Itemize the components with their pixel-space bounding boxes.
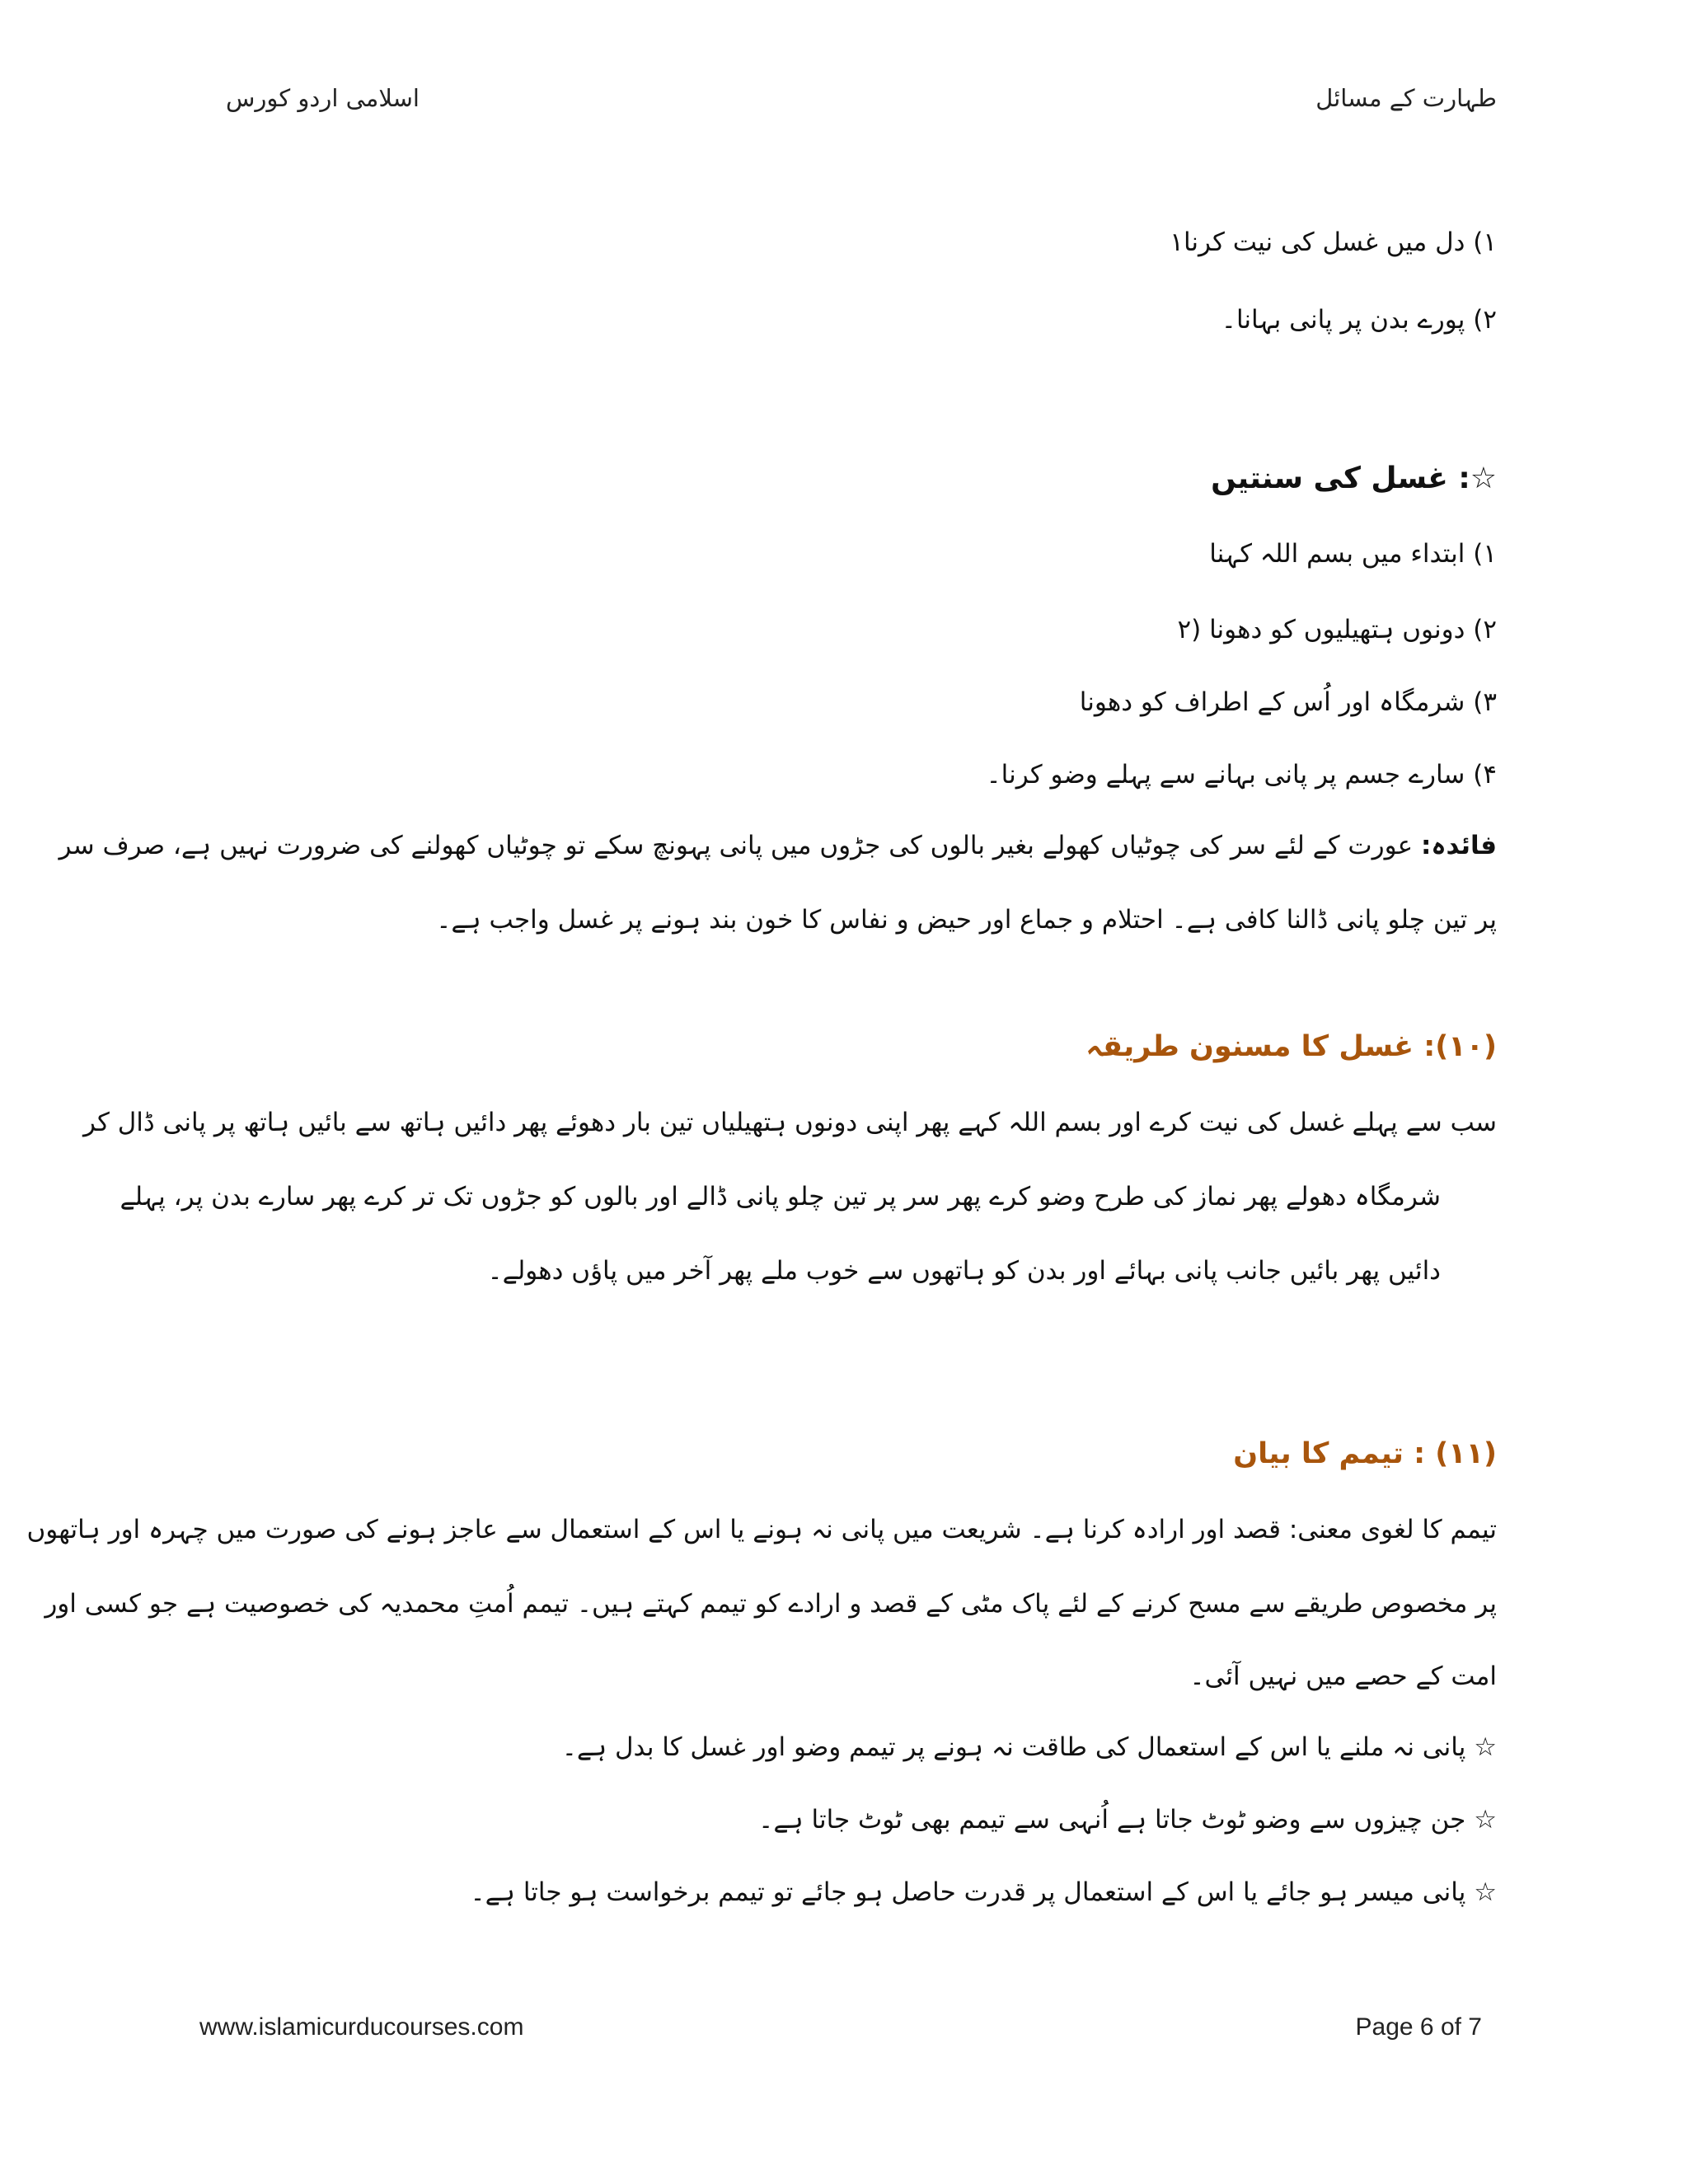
footer-website-link[interactable]: www.islamicurducourses.com	[199, 2013, 524, 2041]
tayammum-point: ☆ جن چیزوں سے وضو ٹوٹ جاتا ہے اُنہی سے تیمم بھی ٹوٹ جاتا ہے۔	[758, 1805, 1497, 1835]
note-line	[59, 827, 1497, 864]
paragraph-line: امت کے حصے میں نہیں آئی۔	[1189, 1661, 1497, 1691]
sunnat-item: ۴) سارے جسم پر پانی بہانے سے پہلے وضو کرنا۔	[986, 760, 1497, 790]
sunnat-item: ۱) ابتداء میں بسم اللہ کہنا	[1209, 539, 1497, 569]
sunnat-item: ۳) شرمگاہ اور اُس کے اطراف کو دھونا	[1079, 687, 1497, 717]
paragraph-line: پر مخصوص طریقے سے مسح کرنے کے لئے پاک مٹی کے قصد و ارادے کو تیمم کہتے ہیں۔ تیمم اُمتِ محمدیہ کی خصوصیت ہے جو کسی اور	[45, 1589, 1497, 1619]
header-title-left: اسلامی اردو کورس	[226, 84, 420, 112]
tayammum-point: ☆ پانی نہ ملنے یا اس کے استعمال کی طاقت نہ ہونے پر تیمم وضو اور غسل کا بدل ہے۔	[561, 1732, 1497, 1762]
tayammum-point: ☆ پانی میسر ہو جائے یا اس کے استعمال پر قدرت حاصل ہو جائے تو تیمم برخواست ہو جاتا ہے۔	[470, 1877, 1497, 1907]
header-title-right: طہارت کے مسائل	[1315, 84, 1497, 112]
section-heading-ghusl-method: (۱۰): غسل کا مسنون طریقہ	[1085, 1030, 1497, 1063]
section-heading-tayammum: (۱۱) : تیمم کا بیان	[1233, 1437, 1497, 1470]
footer-page-number: Page 6 of 7	[1355, 2013, 1482, 2041]
note-line: پر تین چلو پانی ڈالنا کافی ہے۔ احتلام و جماع اور حیض و نفاس کا خون بند ہونے پر غسل واجب ہے۔	[436, 905, 1497, 935]
fard-item: ۱) دل میں غسل کی نیت کرنا۱	[1170, 227, 1497, 257]
note-text: عورت کے لئے سر کی چوٹیاں کھولے بغیر بالوں کی جڑوں میں پانی پہونچ سکے تو چوٹیاں کھولنے کی ضرورت نہیں ہے، صرف سر	[59, 831, 1414, 860]
note-label: فائدہ:	[1420, 831, 1497, 860]
paragraph-line: شرمگاہ دھولے پھر نماز کی طرح وضو کرے پھر سر پر تین چلو پانی ڈالے اور بالوں کو جڑوں تک تر کرے پھر سارے بدن پر، پہلے	[120, 1182, 1441, 1212]
paragraph-line: دائیں پھر بائیں جانب پانی بہائے اور بدن کو ہاتھوں سے خوب ملے پھر آخر میں پاؤں دھولے۔	[487, 1256, 1441, 1286]
sunnatain-heading: ☆: غسل کی سنتیں	[1211, 462, 1497, 495]
sunnat-item: ۲) دونوں ہتھیلیوں کو دھونا (۲	[1177, 615, 1497, 644]
paragraph-line: تیمم کا لغوی معنی: قصد اور ارادہ کرنا ہے۔ شریعت میں پانی نہ ہونے یا اس کے استعمال سے عاجز ہونے کی صورت میں چہرہ اور ہاتھوں	[26, 1515, 1497, 1544]
paragraph-line: سب سے پہلے غسل کی نیت کرے اور بسم اللہ کہے پھر اپنی دونوں ہتھیلیاں تین بار دھوئے پھر دائیں ہاتھ سے بائیں ہاتھ پر پانی ڈال کر	[82, 1108, 1497, 1137]
fard-item: ۲) پورے بدن پر پانی بہانا۔	[1221, 305, 1497, 335]
